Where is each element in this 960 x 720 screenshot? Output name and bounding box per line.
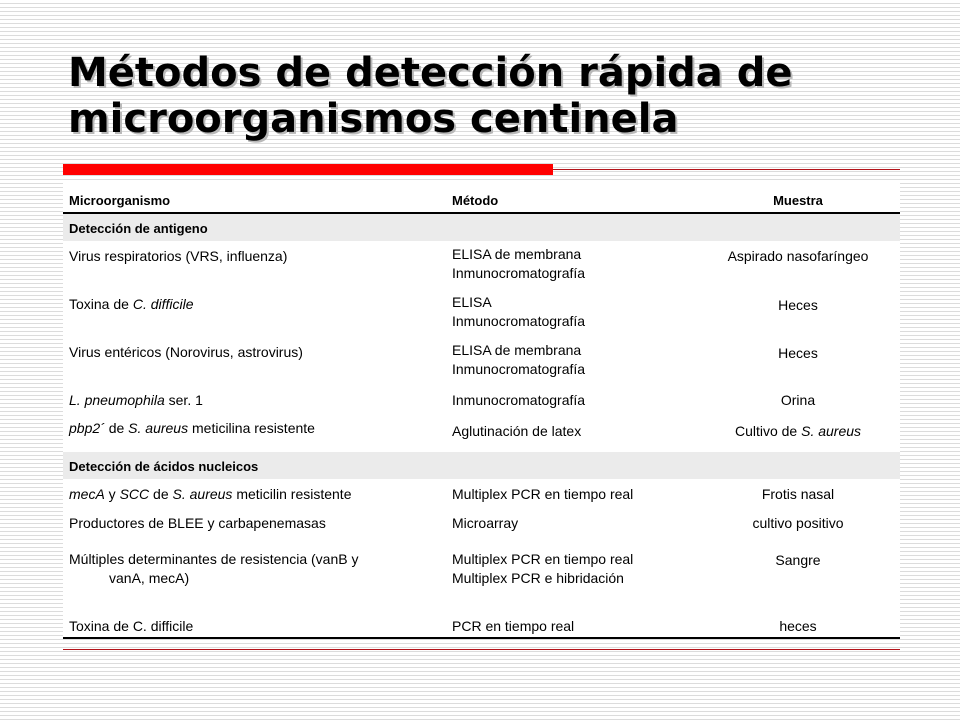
organism-text: meticilina resistente (188, 420, 315, 436)
cell-organism: Virus respiratorios (VRS, influenza) (69, 248, 288, 264)
cell-sample: Frotis nasal (761, 486, 835, 502)
header-sample: Muestra (773, 193, 823, 208)
cell-sample: Sangre (775, 552, 821, 568)
table-row (63, 486, 900, 508)
section-label: Detección de antigeno (69, 221, 208, 236)
table-row (63, 515, 900, 537)
bottom-divider-line (63, 649, 900, 650)
sample-italic-text: S. aureus (801, 423, 862, 439)
organism-text: meticilin resistente (232, 486, 352, 502)
cell-method (452, 245, 702, 283)
detection-methods-table (63, 183, 900, 639)
cell-sample: Aspirado nasofaríngeo (727, 248, 869, 264)
cell-organism: Toxina de C. difficile (69, 618, 194, 634)
cell-organism (69, 420, 439, 436)
cell-method (452, 293, 702, 331)
organism-text: de (149, 486, 173, 502)
title-accent-bar (63, 164, 553, 175)
organism-line: Múltiples determinantes de resistencia (vanB y (69, 551, 359, 567)
cell-method: Microarray (452, 515, 519, 531)
slide-title-line-1: Métodos de detección rápida de (68, 50, 793, 96)
method-line: Inmunocromatografía (452, 313, 586, 329)
slide-title-line-2: microorganismos centinela (68, 96, 679, 142)
cell-sample: Heces (778, 297, 818, 313)
organism-text: de (104, 420, 129, 436)
organism-italic-text: SCC (119, 486, 150, 502)
table-row (63, 550, 900, 594)
organism-italic-text: C. difficile (132, 296, 194, 312)
cell-organism (69, 486, 439, 502)
organism-text: Toxina de (69, 296, 133, 312)
organism-line: vanA, mecA) (109, 570, 190, 586)
method-line: Multiplex PCR en tiempo real (452, 551, 634, 567)
organism-italic-text: mecA (69, 486, 105, 502)
cell-organism: Productores de BLEE y carbapenemasas (69, 515, 326, 531)
table-row (63, 420, 900, 444)
method-line: Multiplex PCR e hibridación (452, 570, 624, 586)
organism-italic-text: S. aureus (128, 420, 189, 436)
organism-italic-text: S. aureus (172, 486, 233, 502)
organism-italic-text: L. pneumophila (69, 392, 165, 408)
cell-method: Multiplex PCR en tiempo real (452, 486, 634, 502)
method-line: ELISA de membrana (452, 342, 582, 358)
cell-organism (69, 296, 439, 312)
organism-italic-text: pbp2´ (69, 420, 105, 436)
section-row-antigen (63, 214, 900, 241)
cell-sample (703, 423, 893, 439)
header-method: Método (452, 193, 499, 208)
cell-sample: Orina (780, 392, 816, 408)
method-line: Inmunocromatografía (452, 361, 586, 377)
section-row-nucleic-acids (63, 452, 900, 479)
table-header-row (63, 183, 900, 214)
method-line: ELISA de membrana (452, 246, 582, 262)
table-bottom-rule (63, 637, 900, 639)
slide-title (68, 50, 928, 142)
title-divider-line (553, 169, 900, 170)
cell-sample: cultivo positivo (752, 515, 844, 531)
cell-sample: Heces (778, 345, 818, 361)
method-line: Inmunocromatografía (452, 265, 586, 281)
table-row (63, 247, 900, 289)
cell-method: Inmunocromatografía (452, 392, 586, 408)
table-row (63, 295, 900, 337)
table-row (63, 618, 900, 636)
header-microorganism: Microorganismo (69, 193, 171, 208)
organism-text: y (104, 486, 120, 502)
cell-method: Aglutinación de latex (452, 423, 582, 439)
method-line: ELISA (452, 294, 492, 310)
cell-sample: heces (779, 618, 817, 634)
cell-organism (69, 392, 439, 408)
cell-organism: Virus entéricos (Norovirus, astrovirus) (69, 344, 303, 360)
cell-method (452, 341, 702, 379)
table-row (63, 343, 900, 385)
table-row (63, 392, 900, 414)
organism-text: ser. 1 (164, 392, 203, 408)
sample-text: Cultivo de (734, 423, 802, 439)
cell-method (452, 550, 702, 588)
cell-method: PCR en tiempo real (452, 618, 575, 634)
cell-organism (69, 550, 439, 588)
section-label: Detección de ácidos nucleicos (69, 459, 259, 474)
